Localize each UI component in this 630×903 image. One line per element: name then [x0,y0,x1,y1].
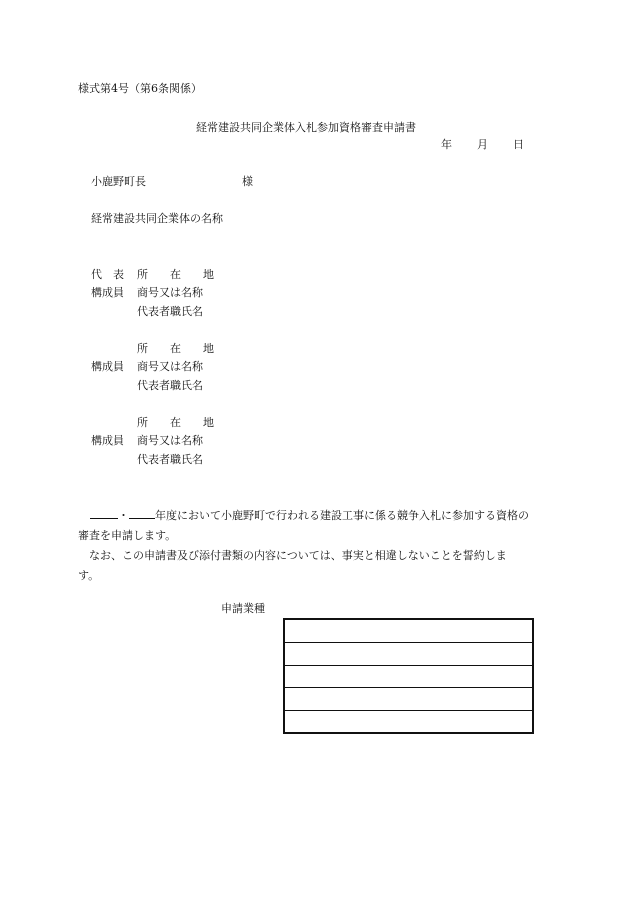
year-blank-2 [129,506,155,519]
business-type-label: 申請業種 [221,602,265,615]
business-type-table [283,618,534,734]
recipient-name: 小鹿野町長 [91,175,146,188]
business-type-row[interactable] [285,643,532,666]
date-year-label: 年 [441,138,452,151]
rep-name-label: 代表者職氏名 [137,453,203,466]
rep-name-label: 代表者職氏名 [137,379,203,392]
location-label: 所 在 地 [137,416,214,429]
form-number: 様式第4号（第6条関係） [78,82,202,95]
year-separator-dot: ・ [118,509,129,522]
declaration-line-1-text: 年度において小鹿野町で行われる建設工事に係る競争入札に参加する資格の [155,509,529,522]
declaration-line-4: す。 [78,569,100,582]
business-type-row[interactable] [285,666,532,689]
member-label: 構成員 [91,360,124,373]
member-label: 構成員 [91,434,124,447]
rep-name-label: 代表者職氏名 [137,305,203,318]
date-month-label: 月 [477,138,488,151]
member-label: 構成員 [91,286,124,299]
representative-label: 代 表 [91,268,124,281]
declaration-paragraph [78,506,552,586]
trade-name-label: 商号又は名称 [137,286,203,299]
year-blank-1 [90,506,118,519]
business-type-row[interactable] [285,620,532,643]
declaration-line-3: なお、この申請書及び添付書類の内容については、事実と相違しないことを誓約しま [89,549,507,562]
trade-name-label: 商号又は名称 [137,434,203,447]
location-label: 所 在 地 [137,268,214,281]
declaration-line-2: 審査を申請します。 [78,529,177,542]
location-label: 所 在 地 [137,342,214,355]
business-type-row[interactable] [285,711,532,734]
declaration-line-1 [78,506,552,526]
trade-name-label: 商号又は名称 [137,360,203,373]
page-title: 経常建設共同企業体入札参加資格審査申請書 [196,121,416,134]
recipient-honorific: 様 [242,175,253,188]
date-day-label: 日 [513,138,524,151]
business-type-row[interactable] [285,688,532,711]
jv-name-label: 経常建設共同企業体の名称 [91,212,223,225]
